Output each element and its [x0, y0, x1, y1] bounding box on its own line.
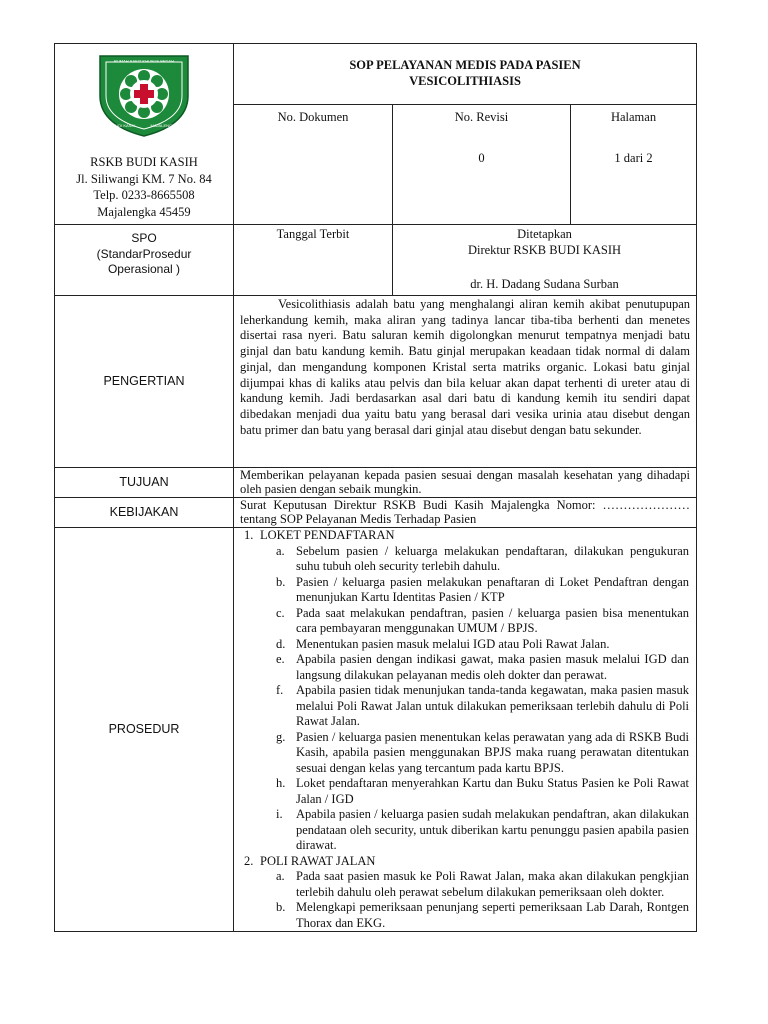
- logo-top-text: RUMAH SAKIT KHUSUS BEDAH: [114, 58, 174, 64]
- list-item: [276, 869, 689, 900]
- approver-title: Direktur RSKB BUDI KASIH: [467, 242, 622, 257]
- item-mark: b.: [276, 574, 286, 589]
- section-number: 2.: [244, 853, 254, 868]
- item-text: Pada saat pasien masuk ke Poli Rawat Jalan, maka akan dilakukan pengkjian terlebih dahulu oleh perawat sebelum dilakukan pemeriksaan oleh dokter.: [296, 869, 690, 899]
- sop-table: [54, 43, 697, 932]
- tujuan-label: TUJUAN: [55, 468, 234, 498]
- page-cell: [571, 105, 697, 225]
- item-mark: a.: [276, 869, 285, 883]
- item-text: Menentukan pasien masuk melalui IGD atau Poli Rawat Jalan.: [296, 636, 610, 651]
- doc-number-label: No. Dokumen: [277, 110, 349, 125]
- hospital-name: RSKB BUDI KASIH: [90, 155, 198, 169]
- item-text: Pasien / keluarga pasien melakukan penaftaran di Loket Pendaftran dengan menunjukan Kartu Identitas Pasien / KTP: [296, 574, 690, 604]
- list-item: [276, 652, 689, 683]
- page-value: 1 dari 2: [614, 150, 653, 165]
- prosedur-section: [244, 528, 689, 854]
- list-item: [276, 637, 689, 653]
- doc-number-cell: [234, 105, 393, 225]
- hospital-phone: Telp. 0233-8665508: [93, 188, 195, 202]
- spo-subtitle: (StandarProsedur: [96, 246, 192, 261]
- pengertian-label: PENGERTIAN: [55, 296, 234, 468]
- hospital-address: Jl. Siliwangi KM. 7 No. 84: [76, 171, 212, 186]
- list-item: [276, 807, 689, 854]
- sop-document: [54, 43, 696, 930]
- pengertian-text: Vesicolithiasis adalah batu yang menghalangi aliran kemih akibat penutupupan leherkandung kemih, maka aliran yang tadinya lancar tiba-tiba berhenti dan menetes disertai rasa nyeri. Batu saluran kemih digolongkan menurut tempatnya menjadi batu ginjal dan batu kandung kemih. Batu ginjal merupakan keadaan tidak normal di dalam ginjal, dan mengandung komponen Kristal serta matriks organic. Lokasi batu ginjal dijumpai khas di kaliks atau pelvis dan bila keluar akan dapat terhenti di ureter atau di kandung kemih. Jadi berdasarkan asal dari batu di kandung kemih itu sendiri dapat dibedakan menjadi dua yaitu batu yang berasal dari vesika urinia atau disebut dengan batu primer dan batu yang berasal dari ginjal atau disebut dengan batu sekunder.: [240, 297, 691, 437]
- title-line-1: SOP PELAYANAN MEDIS PADA PASIEN: [349, 58, 581, 72]
- prosedur-list: [238, 528, 689, 931]
- kebijakan-label: KEBIJAKAN: [55, 498, 234, 528]
- document-title: [234, 44, 697, 105]
- list-item: [276, 683, 689, 730]
- item-mark: c.: [276, 605, 285, 620]
- revision-label: No. Revisi: [454, 110, 509, 125]
- approved-label: Ditetapkan: [517, 227, 572, 241]
- prosedur-section: [244, 854, 689, 932]
- issue-date-label: Tanggal Terbit: [276, 227, 350, 241]
- item-mark: a.: [276, 543, 285, 558]
- item-text: Pada saat melakukan pendaftran, pasien / keluarga pasien bisa menentukan cara pembayaran menggunakan UMUM / BPJS.: [296, 605, 690, 635]
- revision-cell: [393, 105, 571, 225]
- kebijakan-text: Surat Keputusan Direktur RSKB Budi Kasih Majalengka Nomor: ………………… tentang SOP Pelayanan Medis Terhadap Pasien: [234, 498, 697, 528]
- item-mark: h.: [276, 776, 286, 790]
- approval-cell: [393, 225, 697, 296]
- item-text: Pasien / keluarga pasien menentukan kelas perawatan yang ada di RSKB Budi Kasih, apabila pasien menggunakan BPJS maka ruang perawatan ditentukan sesuai dengan kelas yang tercantum pada kartu BPJS.: [296, 729, 690, 775]
- item-mark: e.: [276, 652, 285, 666]
- item-text: Apabila pasien dengan indikasi gawat, maka pasien masuk melalui IGD dan langsung dilakukan pelayanan medis oleh dokter dan perawat.: [296, 652, 690, 682]
- prosedur-cell: [234, 528, 697, 932]
- section-title: LOKET PENDAFTARAN: [260, 528, 395, 542]
- item-text: Apabila pasien / keluarga pasien sudah melakukan pendaftran, akan dilakukan pendataan oleh security, untuk diberikan kartu penunggu pasien apabila pasien dirawat.: [296, 807, 690, 852]
- hospital-city: Majalengka 45459: [97, 204, 191, 219]
- list-item: [276, 575, 689, 606]
- section-items: [244, 544, 689, 854]
- list-item: [276, 606, 689, 637]
- item-mark: b.: [276, 900, 286, 914]
- issue-date-cell: [234, 225, 393, 296]
- spo-subtitle-2: Operasional ): [107, 262, 181, 276]
- hospital-logo: [94, 52, 194, 138]
- title-line-2: VESICOLITHIASIS: [409, 73, 521, 88]
- section-title: POLI RAWAT JALAN: [260, 853, 376, 868]
- list-item: [276, 544, 689, 575]
- item-mark: g.: [276, 729, 286, 744]
- item-mark: i.: [276, 807, 283, 821]
- item-text: Sebelum pasien / keluarga melakukan pendaftaran, dilakukan pengukuran suhu tubuh oleh security terlebih dahulu.: [296, 543, 690, 573]
- item-text: Melengkapi pemeriksaan penunjang seperti pemeriksaan Lab Darah, Rontgen Thorax dan EKG.: [296, 900, 690, 930]
- approver-name: dr. H. Dadang Sudana Surban: [470, 277, 619, 291]
- revision-value: 0: [478, 150, 485, 165]
- spo-title: SPO: [131, 231, 157, 245]
- logo-bottom-left: BUDI KASIH: [112, 123, 136, 128]
- list-item: [276, 900, 689, 931]
- hospital-identity: [55, 44, 234, 225]
- item-text: Apabila pasien tidak menunjukan tanda-tanda kegawatan, maka pasien masuk melalui Poli Rawat Jalan untuk dilakukan pemeriksaan terlebih dahulu di Poli Rawat Jalan.: [296, 683, 690, 728]
- page-label: Halaman: [610, 110, 657, 125]
- item-mark: f.: [276, 683, 284, 697]
- logo-bottom-right: MAJALENGKA: [150, 123, 178, 128]
- pengertian-cell: [234, 296, 697, 468]
- tujuan-text: Memberikan pelayanan kepada pasien sesuai dengan masalah kesehatan yang dihadapi oleh pasien dengan sebaik mungkin.: [234, 468, 697, 498]
- section-number: 1.: [244, 528, 254, 542]
- section-items: [244, 869, 689, 931]
- item-text: Loket pendaftaran menyerahkan Kartu dan Buku Status Pasien ke Poli Rawat Jalan / IGD: [296, 776, 690, 806]
- spo-cell: [55, 225, 234, 296]
- list-item: [276, 730, 689, 777]
- item-mark: d.: [276, 636, 286, 651]
- list-item: [276, 776, 689, 807]
- prosedur-label: PROSEDUR: [55, 528, 234, 932]
